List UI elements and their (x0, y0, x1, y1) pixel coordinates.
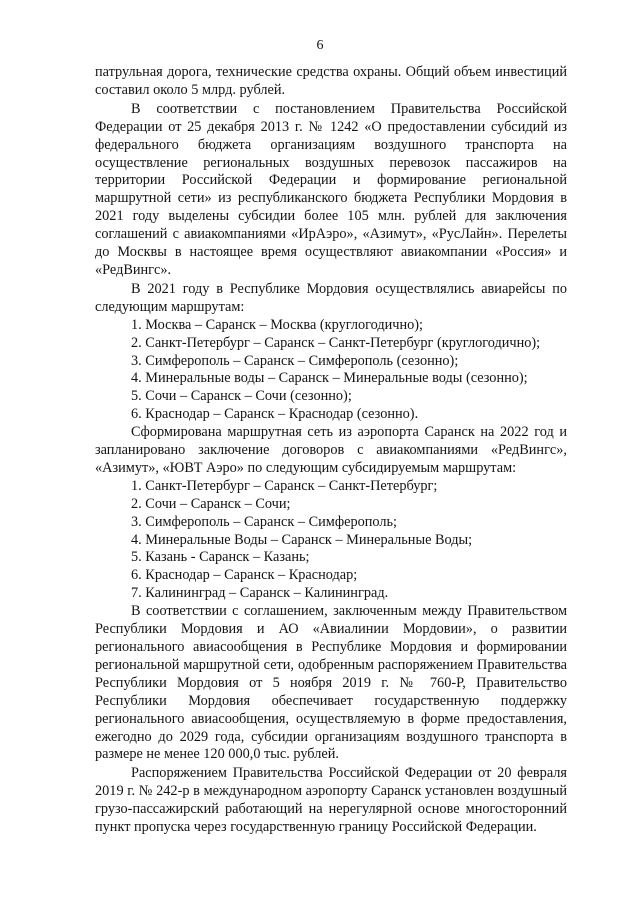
routes-2022-list (95, 478, 567, 603)
paragraph-regional-agreement: В соответствии с соглашением, заключенным между Правительством Республики Мордовия и АО «Авиалинии Мордовии», о развитии регионального авиасообщения в Республике Мордовия и формировании региональной маршрутной сети, одобренным распоряжением Правительства Республики Мордовия от 5 ноября 2019 г. № 760-Р, Правительство Республики Мордовия обеспечивает государственную поддержку регионального авиасообщения, осуществляемую в форме предоставления, ежегодно до 2029 года, субсидии организациям воздушного транспорта в размере не менее 120 000,0 тыс. рублей. (95, 603, 567, 763)
list-item: 1. Москва – Саранск – Москва (круглогодично); (131, 316, 424, 333)
list-item: 3. Симферополь – Саранск – Симферополь (сезонно); (131, 352, 459, 369)
routes-2021-list (95, 317, 567, 424)
paragraph-subsidies: В соответствии с постановлением Правительства Российской Федерации от 25 декабря 2013 г. № 1242 «О предоставлении субсидий из федерального бюджета организациям воздушного транспорта на осуществление региональных воздушных перевозок пассажиров на территории Российской Федерации и формирование региональной маршрутной сети» из республиканского бюджета Республики Мордовия в 2021 году выделены субсидии более 105 млн. рублей для заключения соглашений с авиакомпаниями «ИрАэро», «Азимут», «РусЛайн». Перелеты до Москвы в настоящее время осуществляют авиакомпании «Россия» и «РедВингс». (95, 100, 567, 278)
list-item: 2. Сочи – Саранск – Сочи; (131, 495, 291, 512)
list-item: 7. Калининград – Саранск – Калининград. (131, 585, 389, 602)
paragraph-border-checkpoint: Распоряжением Правительства Российской Федерации от 20 февраля 2019 г. № 242-р в международном аэропорту Саранск установлен воздушный грузо-пассажирский работающий на нерегулярной основе многосторонний пункт пропуска через государственную границу Российской Федерации. (95, 765, 567, 836)
paragraph-investment-continuation: патрульная дорога, технические средства охраны. Общий объем инвестиций составил около 5 млрд. рублей. (95, 64, 567, 98)
list-item: 6. Краснодар – Саранск – Краснодар (сезонно). (131, 406, 419, 423)
list-item: 5. Казань - Саранск – Казань; (131, 549, 310, 566)
list-item: 4. Минеральные Воды – Саранск – Минеральные Воды; (131, 531, 473, 548)
paragraph-routes-2022-intro: Сформирована маршрутная сеть из аэропорта Саранск на 2022 год и запланировано заключение договоров с авиакомпаниями «РедВингс», «Азимут», «ЮВТ Аэро» по следующим субсидируемым маршрутам: (95, 424, 567, 476)
list-item: 2. Санкт-Петербург – Саранск – Санкт-Петербург (круглогодично); (131, 334, 541, 351)
list-item: 4. Минеральные воды – Саранск – Минеральные воды (сезонно); (131, 370, 528, 387)
page-number: 6 (316, 38, 324, 53)
list-item: 6. Краснодар – Саранск – Краснодар; (131, 567, 358, 584)
list-item: 5. Сочи – Саранск – Сочи (сезонно); (131, 388, 352, 405)
list-item: 3. Симферополь – Саранск – Симферополь; (131, 513, 397, 530)
list-item: 1. Санкт-Петербург – Саранск – Санкт-Петербург; (131, 477, 438, 494)
paragraph-routes-2021-intro: В 2021 году в Республике Мордовия осуществлялись авиарейсы по следующим маршрутам: (95, 280, 567, 315)
document-body (95, 64, 567, 837)
